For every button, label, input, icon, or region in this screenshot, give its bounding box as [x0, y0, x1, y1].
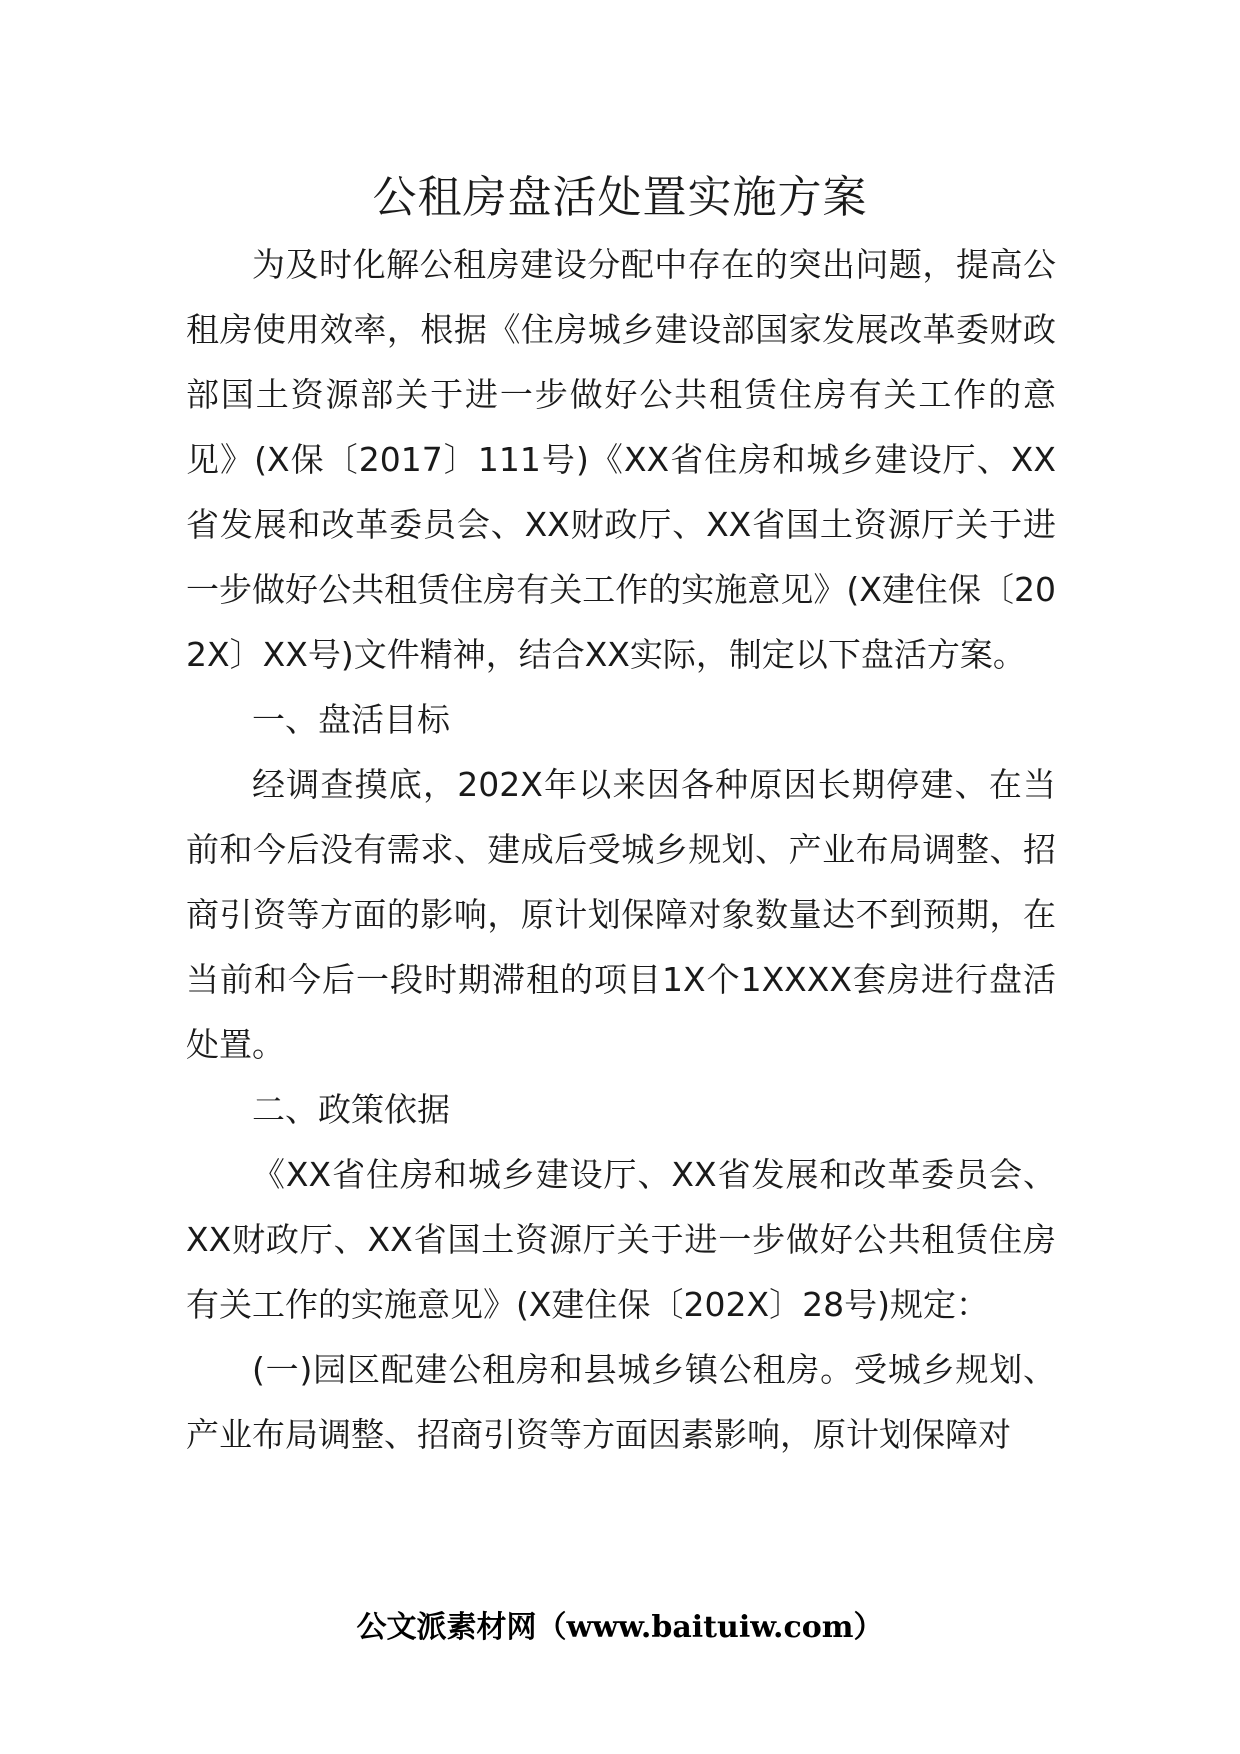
paragraph-intro: 为及时化解公租房建设分配中存在的突出问题，提高公租房使用效率，根据《住房城乡建设部国家发展改革委财政部国土资源部关于进一步做好公共租赁住房有关工作的意见》(X保〔2017〕111号)《XX省住房和城乡建设厅、XX省发展和改革委员会、XX财政厅、XX省国土资源厅关于进一步做好公共租赁住房有关工作的实施意见》(X建住保〔202X〕XX号)文件精神，结合XX实际，制定以下盘活方案。	[186, 245, 1056, 674]
paragraph-item-1: (一)园区配建公租房和县城乡镇公租房。受城乡规划、产业布局调整、招商引资等方面因素影响，原计划保障对	[186, 1350, 1056, 1454]
section-heading-policy: 二、政策依据	[252, 1090, 450, 1129]
section-heading-goal: 一、盘活目标	[252, 700, 450, 739]
document-body	[186, 232, 1056, 1467]
paragraph-goal: 经调查摸底，202X年以来因各种原因长期停建、在当前和今后没有需求、建成后受城乡规划、产业布局调整、招商引资等方面的影响，原计划保障对象数量达不到预期，在当前和今后一段时期滞租的项目1X个1XXXX套房进行盘活处置。	[186, 765, 1056, 1064]
footer-watermark: 公文派素材网（www.baituiw.com）	[356, 1610, 884, 1645]
paragraph-policy: 《XX省住房和城乡建设厅、XX省发展和改革委员会、XX财政厅、XX省国土资源厅关于进一步做好公共租赁住房有关工作的实施意见》(X建住保〔202X〕28号)规定：	[186, 1155, 1056, 1324]
document-title: 公租房盘活处置实施方案	[372, 172, 868, 223]
